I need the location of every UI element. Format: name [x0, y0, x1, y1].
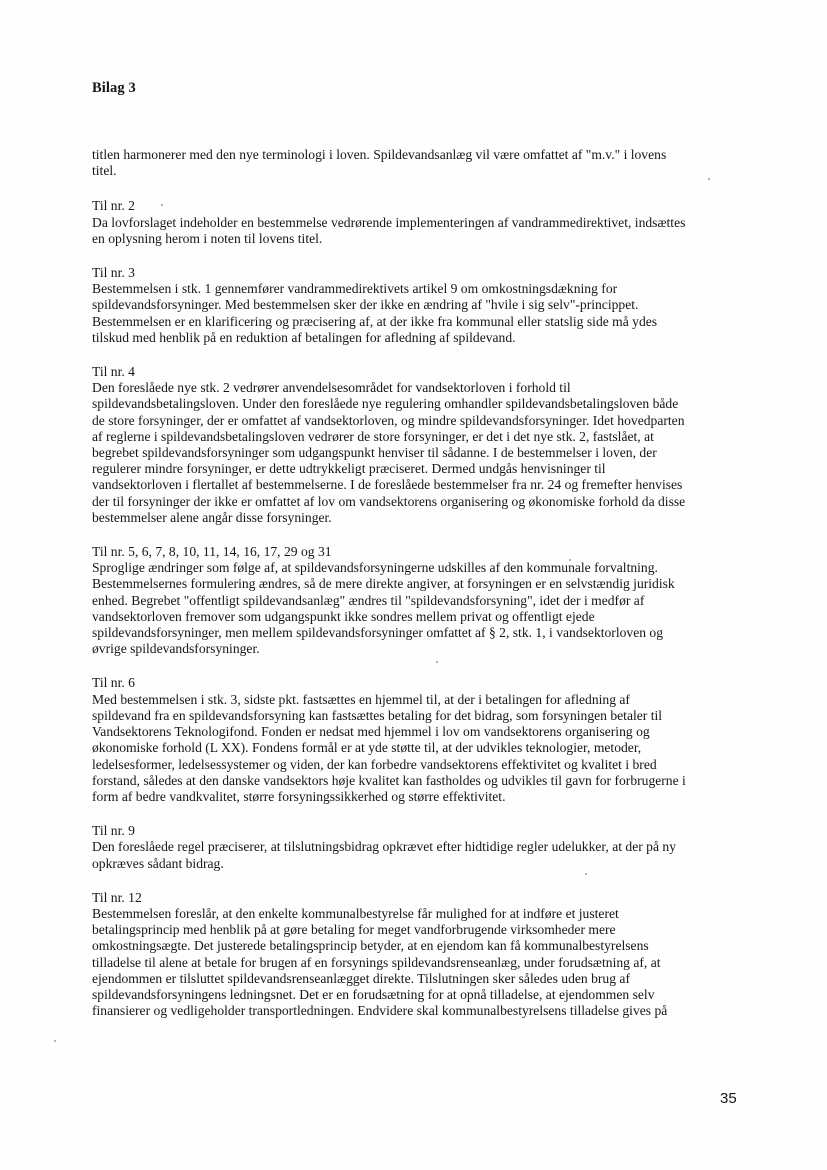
text-line: spildevandsforsyninger. Med bestemmelsen sker der ikke en ændring af "hvile i sig selv"-princippet.	[92, 297, 639, 313]
text-line: enhed. Begrebet "offentligt spildevandsanlæg" ændres til "spildevandsforsyning", idet der i medfør af	[92, 592, 645, 608]
text-line: bestemmelser alene angår disse forsyninger.	[92, 509, 332, 525]
text-line: finansierer og vedligeholder transportledningen. Endvidere skal kommunalbestyrelsens tilladelse gives på	[92, 1003, 668, 1019]
text-line: spildevand fra en spildevandsforsyning kan fastsættes betaling for det bidrag, som forsyningen betaler til	[92, 707, 663, 723]
text-line: omkostningsægte. Det justerede betalingsprincip betyder, at en ejendom kan få kommunalbestyrelsens	[92, 938, 649, 954]
text-line: Bestemmelsernes formulering ændres, så de mere direkte angiver, at forsyningen er en selvstændig juridisk	[92, 576, 675, 592]
text-line: de store forsyninger, der er omfattet af vandsektorloven, og mindre spildevandsforsyninger. Idet hovedparten	[92, 412, 685, 428]
page-number: 35	[720, 1090, 737, 1107]
text-line: Da lovforslaget indeholder en bestemmelse vedrørende implementeringen af vandrammedirektivet, indsættes	[92, 214, 686, 230]
intro-paragraph	[92, 147, 752, 179]
text-line: Sproglige ændringer som følge af, at spildevandsforsyningerne udskilles af den kommunale forvaltning.	[92, 560, 658, 576]
text-line: Med bestemmelsen i stk. 3, sidste pkt. fastsættes en hjemmel til, at der i betalingen for afledning af	[92, 691, 630, 707]
text-line: Den foreslåede regel præciserer, at tilslutningsbidrag opkrævet efter hidtidige regler udelukker, at der på ny	[92, 839, 676, 855]
text-line: betalingsprincip med henblik på at gøre betaling for meget vandforbrugende virksomheder mere	[92, 922, 616, 938]
text-line: spildevandsforsyninger, men mellem spildevandsforsyninger omfattet af § 2, stk. 1, i vandsektorloven og	[92, 625, 664, 641]
text-line: tilladelse til alene at betale for brugen af en forsynings spildevandsrenseanlæg, under forudsætning af, at	[92, 954, 661, 970]
section-block	[92, 544, 752, 657]
text-line: der til forsyninger der ikke er omfattet af lov om vandsektorens organisering og økonomiske forhold da disse	[92, 493, 686, 509]
section-block	[92, 675, 752, 805]
section-title: Til nr. 4	[92, 364, 135, 380]
section-block	[92, 198, 752, 247]
section-block	[92, 823, 752, 872]
text-line: af reglerne i spildevandsbetalingsloven vedrører de store forsyninger, er det i det nye stk. 2, fastslået, at	[92, 428, 654, 444]
sections-container	[92, 198, 752, 1019]
section-title: Til nr. 9	[92, 823, 135, 839]
section-title: Til nr. 6	[92, 675, 135, 691]
text-line: vandsektorloven fremover som udgangspunkt ikke sondres mellem privat og offentligt ejede	[92, 608, 595, 624]
text-line: Bestemmelsen foreslår, at den enkelte kommunalbestyrelse får mulighed for at indføre et justeret	[92, 905, 619, 921]
text-line: øvrige spildevandsforsyninger.	[92, 641, 260, 657]
section-title: Til nr. 12	[92, 889, 142, 905]
section-block	[92, 890, 752, 1020]
text-line: begrebet spildevandsforsyninger som udgangspunkt henviser til sådanne. I de bestemmelser i loven, der	[92, 445, 657, 461]
text-line: regulerer mindre forsyninger, er dette udtrykkeligt præciseret. Dermed undgås henvisninger til	[92, 461, 606, 477]
document-heading: Bilag 3	[92, 80, 136, 96]
text-line: forstand, således at den danske vandsektors høje kvalitet kan fastholdes og udvikles til gavn for forbrugerne i	[92, 772, 686, 788]
text-line: en oplysning herom i noten til lovens titel.	[92, 230, 323, 246]
text-line: spildevandsforsyningens ledningsnet. Det er en forudsætning for at opnå tilladelse, at ejendommen selv	[92, 986, 655, 1002]
text-line: ejendommen er tilsluttet spildevandsrenseanlægget direkte. Tilslutningen sker således uden brug af	[92, 970, 630, 986]
text-line: spildevandsbetalingsloven. Under den foreslåede nye regulering omhandler spildevandsbetalingsloven både	[92, 396, 679, 412]
section-block	[92, 265, 752, 346]
text-line: Den foreslåede nye stk. 2 vedrører anvendelsesområdet for vandsektorloven i forhold til	[92, 380, 571, 396]
document-body	[92, 147, 752, 1037]
text-line: tilskud med henblik på en reduktion af betalingen for afledning af spildevand.	[92, 329, 516, 345]
scan-speck	[54, 1040, 56, 1042]
section-title: Til nr. 5, 6, 7, 8, 10, 11, 14, 16, 17, 29 og 31	[92, 544, 332, 560]
text-line: økonomiske forhold (L XX). Fondens formål er at yde støtte til, at der udvikles teknologier, metoder,	[92, 740, 642, 756]
text-line: vandsektorloven i flertallet af bestemmelserne. I de foreslåede bestemmelser fra nr. 24 og fremefter henvises	[92, 477, 683, 493]
text-line: opkræves sådant bidrag.	[92, 855, 224, 871]
text-line: form af bedre vandkvalitet, større forsyningssikkerhed og større effektivitet.	[92, 788, 506, 804]
section-title: Til nr. 2	[92, 198, 135, 214]
text-line: ledelsesformer, ledelsessystemer og viden, der kan forbedre vandsektorens effektivitet og kvalitet i bred	[92, 756, 657, 772]
text-line: Vandsektorens Teknologifond. Fonden er nedsat med hjemmel i lov om vandsektorens organisering og	[92, 724, 650, 740]
text-line: Bestemmelsen er en klarificering og præcisering af, at der ikke fra kommunal eller statslig side må ydes	[92, 313, 658, 329]
text-line: titlen harmonerer med den nye terminologi i loven. Spildevandsanlæg vil være omfattet af "m.v." i lovens	[92, 147, 667, 162]
section-block	[92, 364, 752, 526]
section-title: Til nr. 3	[92, 265, 135, 281]
text-line: Bestemmelsen i stk. 1 gennemfører vandrammedirektivets artikel 9 om omkostningsdækning for	[92, 281, 618, 297]
text-line: titel.	[92, 163, 117, 179]
